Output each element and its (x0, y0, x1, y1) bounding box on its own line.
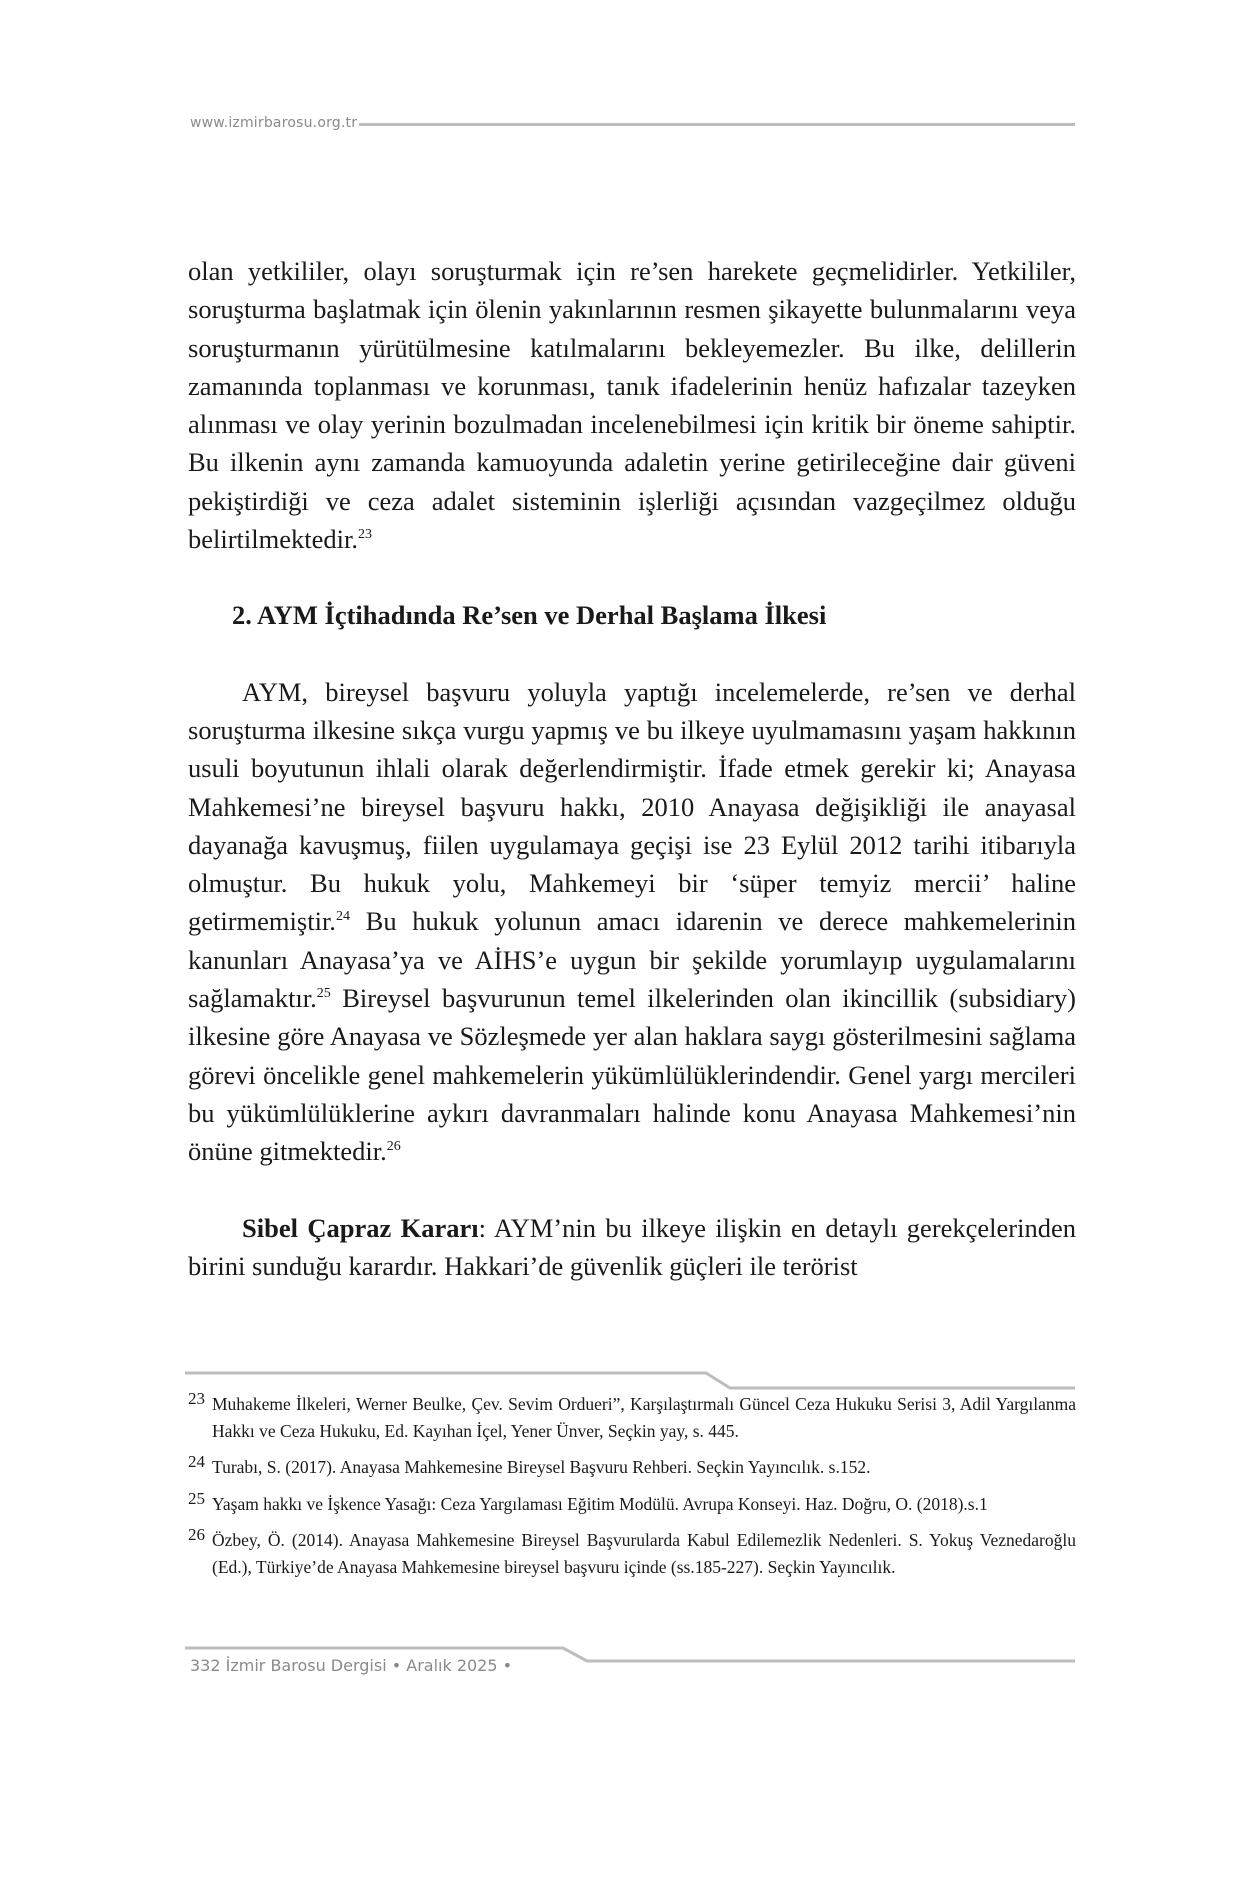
paragraph-1: olan yetkililer, olayı soruşturmak için re’sen harekete geçmelidirler. Yetkililer, soruşturma başlatmak için ölenin yakınlarının resmen şikayette bulunmalarını veya soruşturmanın yürütülmesine katılmalarını bekleyemezler. Bu ilke, delillerin zamanında toplanması ve korunması, tanık ifadelerinin henüz hafızalar tazeyken alınması ve olay yerinin bozulmadan incelenebilmesi için kritik bir öneme sahiptir. Bu ilkenin aynı zamanda kamuoyunda adaletin yerine getirileceğine dair güveni pekiştirdiği ve ceza adalet sisteminin işlerliği açısından vazgeçilmez olduğu belirtilmektedir.$^{23}$ (188, 256, 1076, 555)
footnote-number: 23 (188, 1389, 205, 1408)
footnote-text: Turabı, S. (2017). Anayasa Mahkemesine Bireysel Başvuru Rehberi. Seçkin Yayıncılık. s.152. (212, 1457, 871, 1477)
running-footer: 332 İzmir Barosu Dergisi • Aralık 2025 • (190, 1656, 513, 1675)
footnote-23 (188, 1391, 1076, 1444)
section-heading: 2. AYM İçtihadında Re’sen ve Derhal Başlama İlkesi (232, 600, 827, 631)
footnote-text: Özbey, Ö. (2014). Anayasa Mahkemesine Bireysel Başvurularda Kabul Edilemezlik Nedenleri. S. Yokuş Veznedaroğlu (Ed.), Türkiye’de Anayasa Mahkemesine bireysel başvuru içinde (ss.185-227). Seçkin Yayıncılık. (212, 1530, 1076, 1577)
footnotes (188, 1391, 1076, 1590)
header-url: www.izmirbarosu.org.tr (190, 115, 358, 131)
header-rule (359, 123, 1075, 126)
footnote-ref-24[interactable]: 24 (335, 909, 350, 925)
case-name: Sibel Çapraz Kararı (242, 1212, 479, 1243)
footnote-text: Yaşam hakkı ve İşkence Yasağı: Ceza Yargılaması Eğitim Modülü. Avrupa Konseyi. Haz. Doğru, O. (2018).s.1 (212, 1493, 988, 1514)
footnote-number: 25 (188, 1488, 205, 1508)
footnote-26 (188, 1527, 1076, 1580)
running-header (190, 113, 1075, 133)
footnote-number: 26 (188, 1525, 205, 1544)
paragraph-3: Sibel Çapraz Kararı: AYM’nin bu ilkeye ilişkin en detaylı gerekçelerinden birini sunduğu karardır. Hakkari’de güvenlik güçleri ile terörist (188, 1212, 1076, 1281)
footnote-divider (185, 1368, 1075, 1388)
footnote-number: 24 (188, 1452, 205, 1471)
footnote-text: Muhakeme İlkeleri, Werner Beulke, Çev. Sevim Ordueri”, Karşılaştırmalı Güncel Ceza Hukuku Serisi 3, Adil Yargılanma Hakkı ve Ceza Hukuku, Ed. Kayıhan İçel, Yener Ünver, Seçkin yay, s. 445. (212, 1394, 1076, 1441)
footnote-ref-25[interactable]: 25 (316, 986, 331, 1002)
footnote-ref-26[interactable]: 26 (386, 1139, 401, 1155)
paragraph-2: AYM, bireysel başvuru yoluyla yaptığı incelemelerde, re’sen ve derhal soruşturma ilkesine sıkça vurgu yapmış ve bu ilkeye uyulmamasını yaşam hakkının usuli boyutunun ihlali olarak değerlendirmiştir. İfade etmek gerekir ki; Anayasa Mahkemesi’ne bireysel başvuru hakkı, 2010 Anayasa değişikliği ile anayasal dayanağa kavuşmuş, fiilen uygulamaya geçişi ise 23 Eylül 2012 tarihi itibarıyla olmuştur. Bu hukuk yolu, Mahkemeyi bir ‘süper temyiz mercii’ haline getirmemiştir.$^{24}$ Bu hukuk yolunun amacı idarenin ve derece mahkemelerinin kanunları Anayasa’ya ve AİHS’e uygun bir şekilde yorumlayıp uygulamalarını sağlamaktır.$^{25}$ Bireysel başvurunun temel ilkelerinden olan ikincillik (subsidiary) ilkesine göre Anayasa ve Sözleşmede yer alan haklara saygı gösterilmesini sağlama görevi öncelikle genel mahkemelerin yükümlülüklerindendir. Genel yargı mercileri bu yükümlülüklerine aykırı davranmaları halinde konu Anayasa Mahkemesi’nin önüne gitmektedir.$^{26}$ (188, 676, 1076, 1167)
footnote-25 (188, 1488, 1076, 1518)
footnote-24 (188, 1454, 1076, 1481)
footnote-ref-23[interactable]: 23 (358, 527, 372, 543)
body-text (188, 252, 1076, 1285)
